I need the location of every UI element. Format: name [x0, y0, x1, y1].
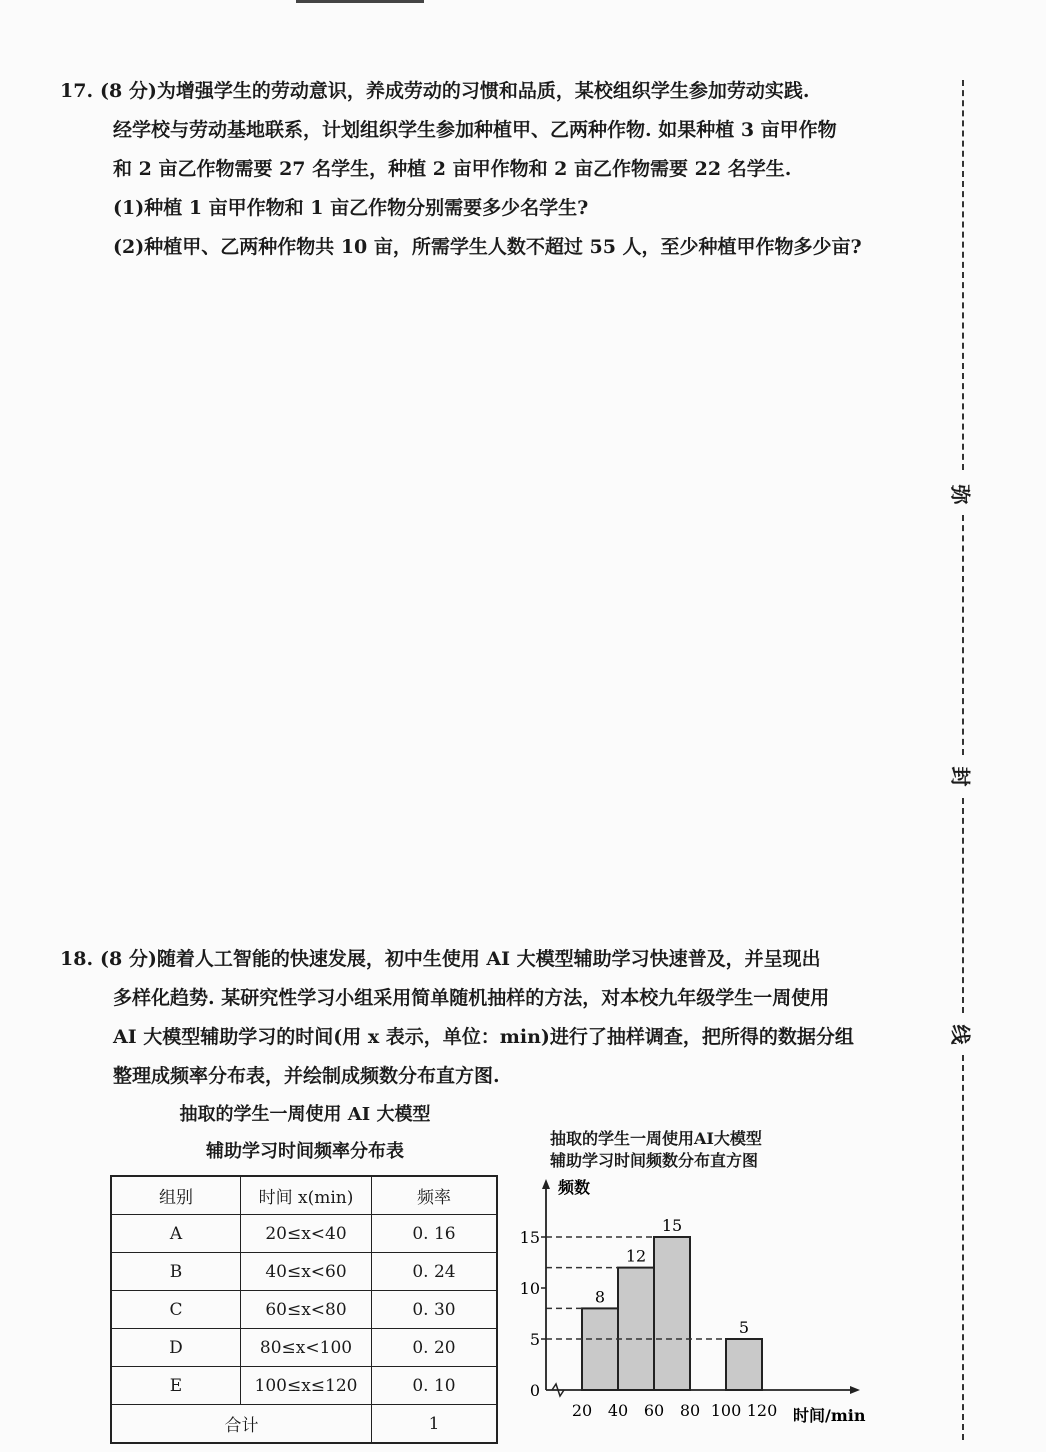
question-number: 18. [60, 948, 94, 970]
x-tick-label: 80 [679, 1401, 701, 1420]
table-cell: B [111, 1253, 241, 1291]
table-total-row [111, 1405, 497, 1444]
histogram-bar [726, 1339, 762, 1390]
x-axis-label: 时间/min [793, 1406, 866, 1425]
question-line: 多样化趋势. 某研究性学习小组采用简单随机抽样的方法，对本校九年级学生一周使用 [113, 987, 830, 1009]
histogram-bar [582, 1308, 618, 1390]
y-tick-label: 5 [529, 1330, 540, 1349]
question-line: AI 大模型辅助学习的时间(用 x 表示，单位：min)进行了抽样调查，把所得的数据分组 [113, 1026, 854, 1048]
table-cell: 0. 30 [372, 1291, 498, 1329]
table-title-line2: 辅助学习时间频率分布表 [206, 1141, 404, 1162]
table-cell: D [111, 1329, 241, 1367]
table-cell: 0. 10 [372, 1367, 498, 1405]
question-line: 整理成频率分布表，并绘制成频数分布直方图. [113, 1065, 500, 1087]
table-cell: 100≤x≤120 [241, 1367, 372, 1405]
table-row [111, 1253, 497, 1291]
x-tick-label: 120 [746, 1401, 778, 1420]
table-total-label: 合计 [111, 1405, 372, 1444]
table-cell: A [111, 1215, 241, 1253]
question-17 [60, 72, 950, 267]
table-cell: 60≤x<80 [241, 1291, 372, 1329]
y-tick-label: 10 [519, 1279, 540, 1298]
bar-value-label: 8 [594, 1287, 606, 1307]
table-cell: 0. 16 [372, 1215, 498, 1253]
table-cell: C [111, 1291, 241, 1329]
table-header: 组别 [111, 1176, 241, 1215]
frequency-table [110, 1175, 498, 1444]
table-cell: 80≤x<100 [241, 1329, 372, 1367]
table-row [111, 1329, 497, 1367]
table-row [111, 1367, 497, 1405]
question-number: 17. [60, 80, 94, 102]
table-cell: 20≤x<40 [241, 1215, 372, 1253]
histogram-bar [654, 1237, 690, 1390]
binding-dashed-line [962, 515, 964, 755]
table-cell: 0. 20 [372, 1329, 498, 1367]
binding-dashed-line [962, 798, 964, 1013]
x-tick-label: 60 [643, 1401, 665, 1420]
question-18 [60, 940, 950, 1096]
histogram-bar [618, 1268, 654, 1390]
table-header: 时间 x(min) [241, 1176, 372, 1215]
y-axis-arrow [542, 1179, 550, 1189]
chart-title-line1: 抽取的学生一周使用AI大模型 [550, 1129, 762, 1148]
table-header: 频率 [372, 1176, 498, 1215]
x-axis-arrow [850, 1386, 860, 1394]
y-axis-label: 频数 [558, 1178, 591, 1197]
x-tick-label: 20 [571, 1401, 593, 1420]
y-tick-label: 15 [519, 1228, 540, 1247]
bar-value-label: 15 [661, 1216, 683, 1235]
sub-question-2: (2)种植甲、乙两种作物共 10 亩，所需学生人数不超过 55 人，至少种植甲作物多少亩? [113, 236, 862, 258]
question-line: 和 2 亩乙作物需要 27 名学生，种植 2 亩甲作物和 2 亩乙作物需要 22 名学生. [113, 158, 792, 180]
x-tick-label: 100 [710, 1401, 742, 1420]
bar-value-label: 5 [738, 1318, 750, 1337]
bar-value-label: 12 [625, 1246, 647, 1266]
table-header-row [111, 1176, 497, 1215]
sub-question-1: (1)种植 1 亩甲作物和 1 亩乙作物分别需要多少名学生? [113, 197, 589, 219]
table-cell: 40≤x<60 [241, 1253, 372, 1291]
binding-char-mi: 弥 [948, 484, 973, 505]
chart-title-line2: 辅助学习时间频数分布直方图 [550, 1151, 759, 1170]
question-line: (8 分)为增强学生的劳动意识，养成劳动的习惯和品质，某校组织学生参加劳动实践. [100, 80, 810, 102]
question-line: (8 分)随着人工智能的快速发展，初中生使用 AI 大模型辅助学习快速普及，并呈现出 [100, 948, 821, 970]
top-edge-mark [296, 0, 424, 3]
y-tick-label: 0 [529, 1381, 540, 1400]
table-title-line1: 抽取的学生一周使用 AI 大模型 [179, 1104, 431, 1125]
table-total-value: 1 [372, 1405, 498, 1444]
binding-dashed-line [962, 1055, 964, 1440]
table-cell: 0. 24 [372, 1253, 498, 1291]
table-row [111, 1215, 497, 1253]
histogram-chart [510, 1175, 880, 1425]
question-line: 经学校与劳动基地联系，计划组织学生参加种植甲、乙两种作物. 如果种植 3 亩甲作物 [113, 119, 837, 141]
table-cell: E [111, 1367, 241, 1405]
table-row [111, 1291, 497, 1329]
binding-dashed-line [962, 80, 964, 470]
binding-char-feng: 封 [948, 766, 973, 787]
x-tick-label: 40 [607, 1401, 629, 1420]
binding-char-xian: 线 [948, 1024, 973, 1045]
